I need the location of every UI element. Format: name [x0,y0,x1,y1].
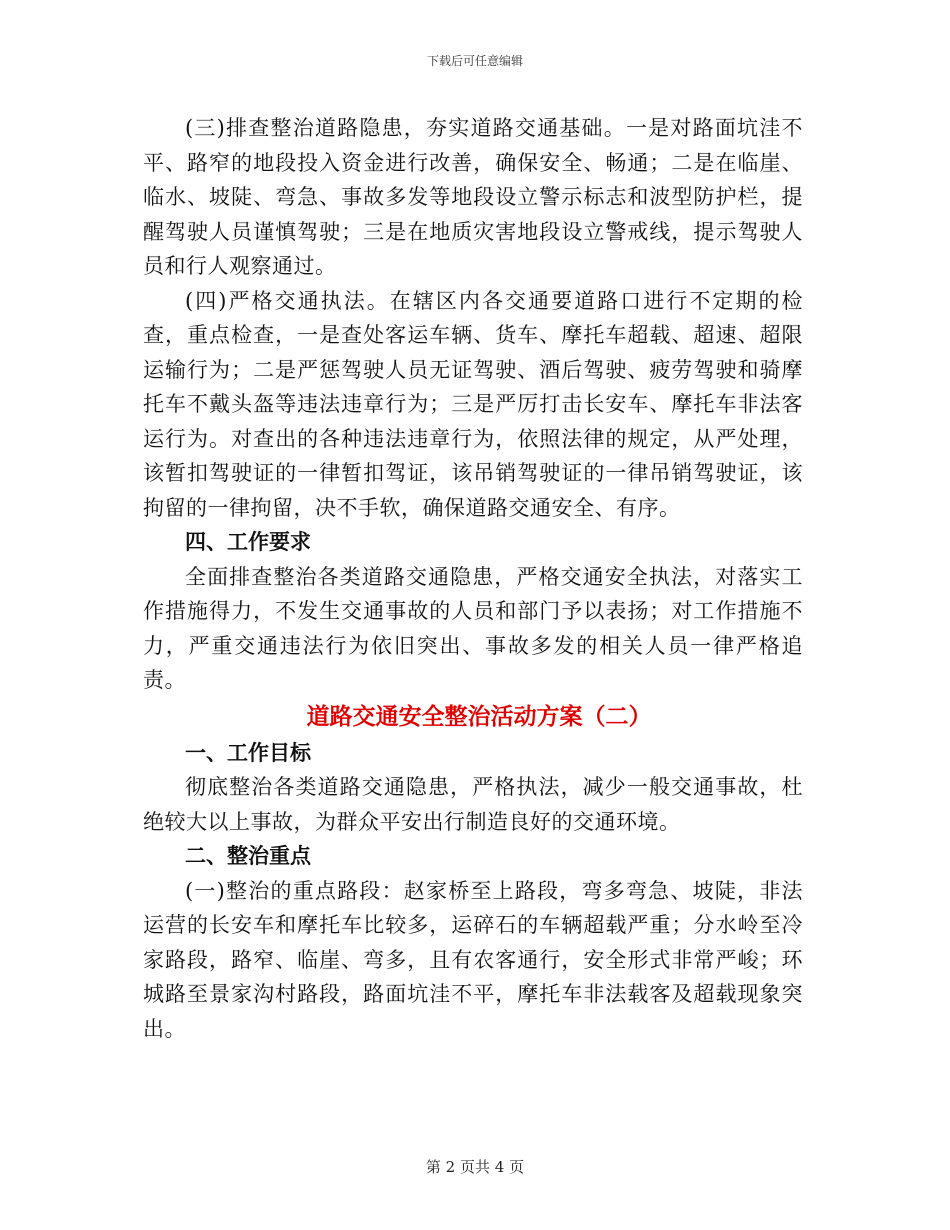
section-heading-focus: 二、整治重点 [185,844,311,868]
page-header-note: 下载后可任意编辑 [426,54,523,68]
document-title: 道路交通安全整治活动方案（二） [306,703,652,730]
paragraph-requirements: 全面排查整治各类道路交通隐患，严格交通安全执法，对落实工作措施得力，不发生交通事故的人员和部门予以表扬；对工作措施不力，严重交通违法行为依旧突出、事故多发的相关人员一律严格追责。 [143,564,803,692]
page-number: 第 2 页共 4 页 [425,1158,525,1176]
paragraph-focus-1: (一)整治的重点路段：赵家桥至上路段，弯多弯急、坡陡，非法运营的长安车和摩托车比较多，运碎石的车辆超载严重；分水岭至冷家路段，路窄、临崖、弯多，且有农客通行，安全形式非常严峻；环城路至景家沟村路段，路面坑洼不平，摩托车非法载客及超载现象突出。 [143,878,803,1041]
section-heading-goal: 一、工作目标 [185,740,311,765]
document-body [143,111,803,1046]
section-heading-requirements: 四、工作要求 [185,530,311,554]
paragraph-item-4: (四)严格交通执法。在辖区内各交通要道路口进行不定期的检查，重点检查，一是查处客运车辆、货车、摩托车超载、超速、超限运输行为；二是严惩驾驶人员无证驾驶、酒后驾驶、疲劳驾驶和骑摩托车不戴头盔等违法违章行为；三是严厉打击长安车、摩托车非法客运行为。对查出的各种违法违章行为，依照法律的规定，从严处理，该暂扣驾驶证的一律暂扣驾证，该吊销驾驶证的一律吊销驾驶证，该拘留的一律拘留，决不手软，确保道路交通安全、有序。 [143,288,803,520]
paragraph-item-3: (三)排查整治道路隐患，夯实道路交通基础。一是对路面坑洼不平、路窄的地段投入资金进行改善，确保安全、畅通；二是在临崖、临水、坡陡、弯急、事故多发等地段设立警示标志和波型防护栏，提醒驾驶人员谨慎驾驶；三是在地质灾害地段设立警戒线，提示驾驶人员和行人观察通过。 [143,116,803,278]
paragraph-goal: 彻底整治各类道路交通隐患，严格执法，减少一般交通事故，杜绝较大以上事故，为群众平安出行制造良好的交通环境。 [143,775,803,834]
